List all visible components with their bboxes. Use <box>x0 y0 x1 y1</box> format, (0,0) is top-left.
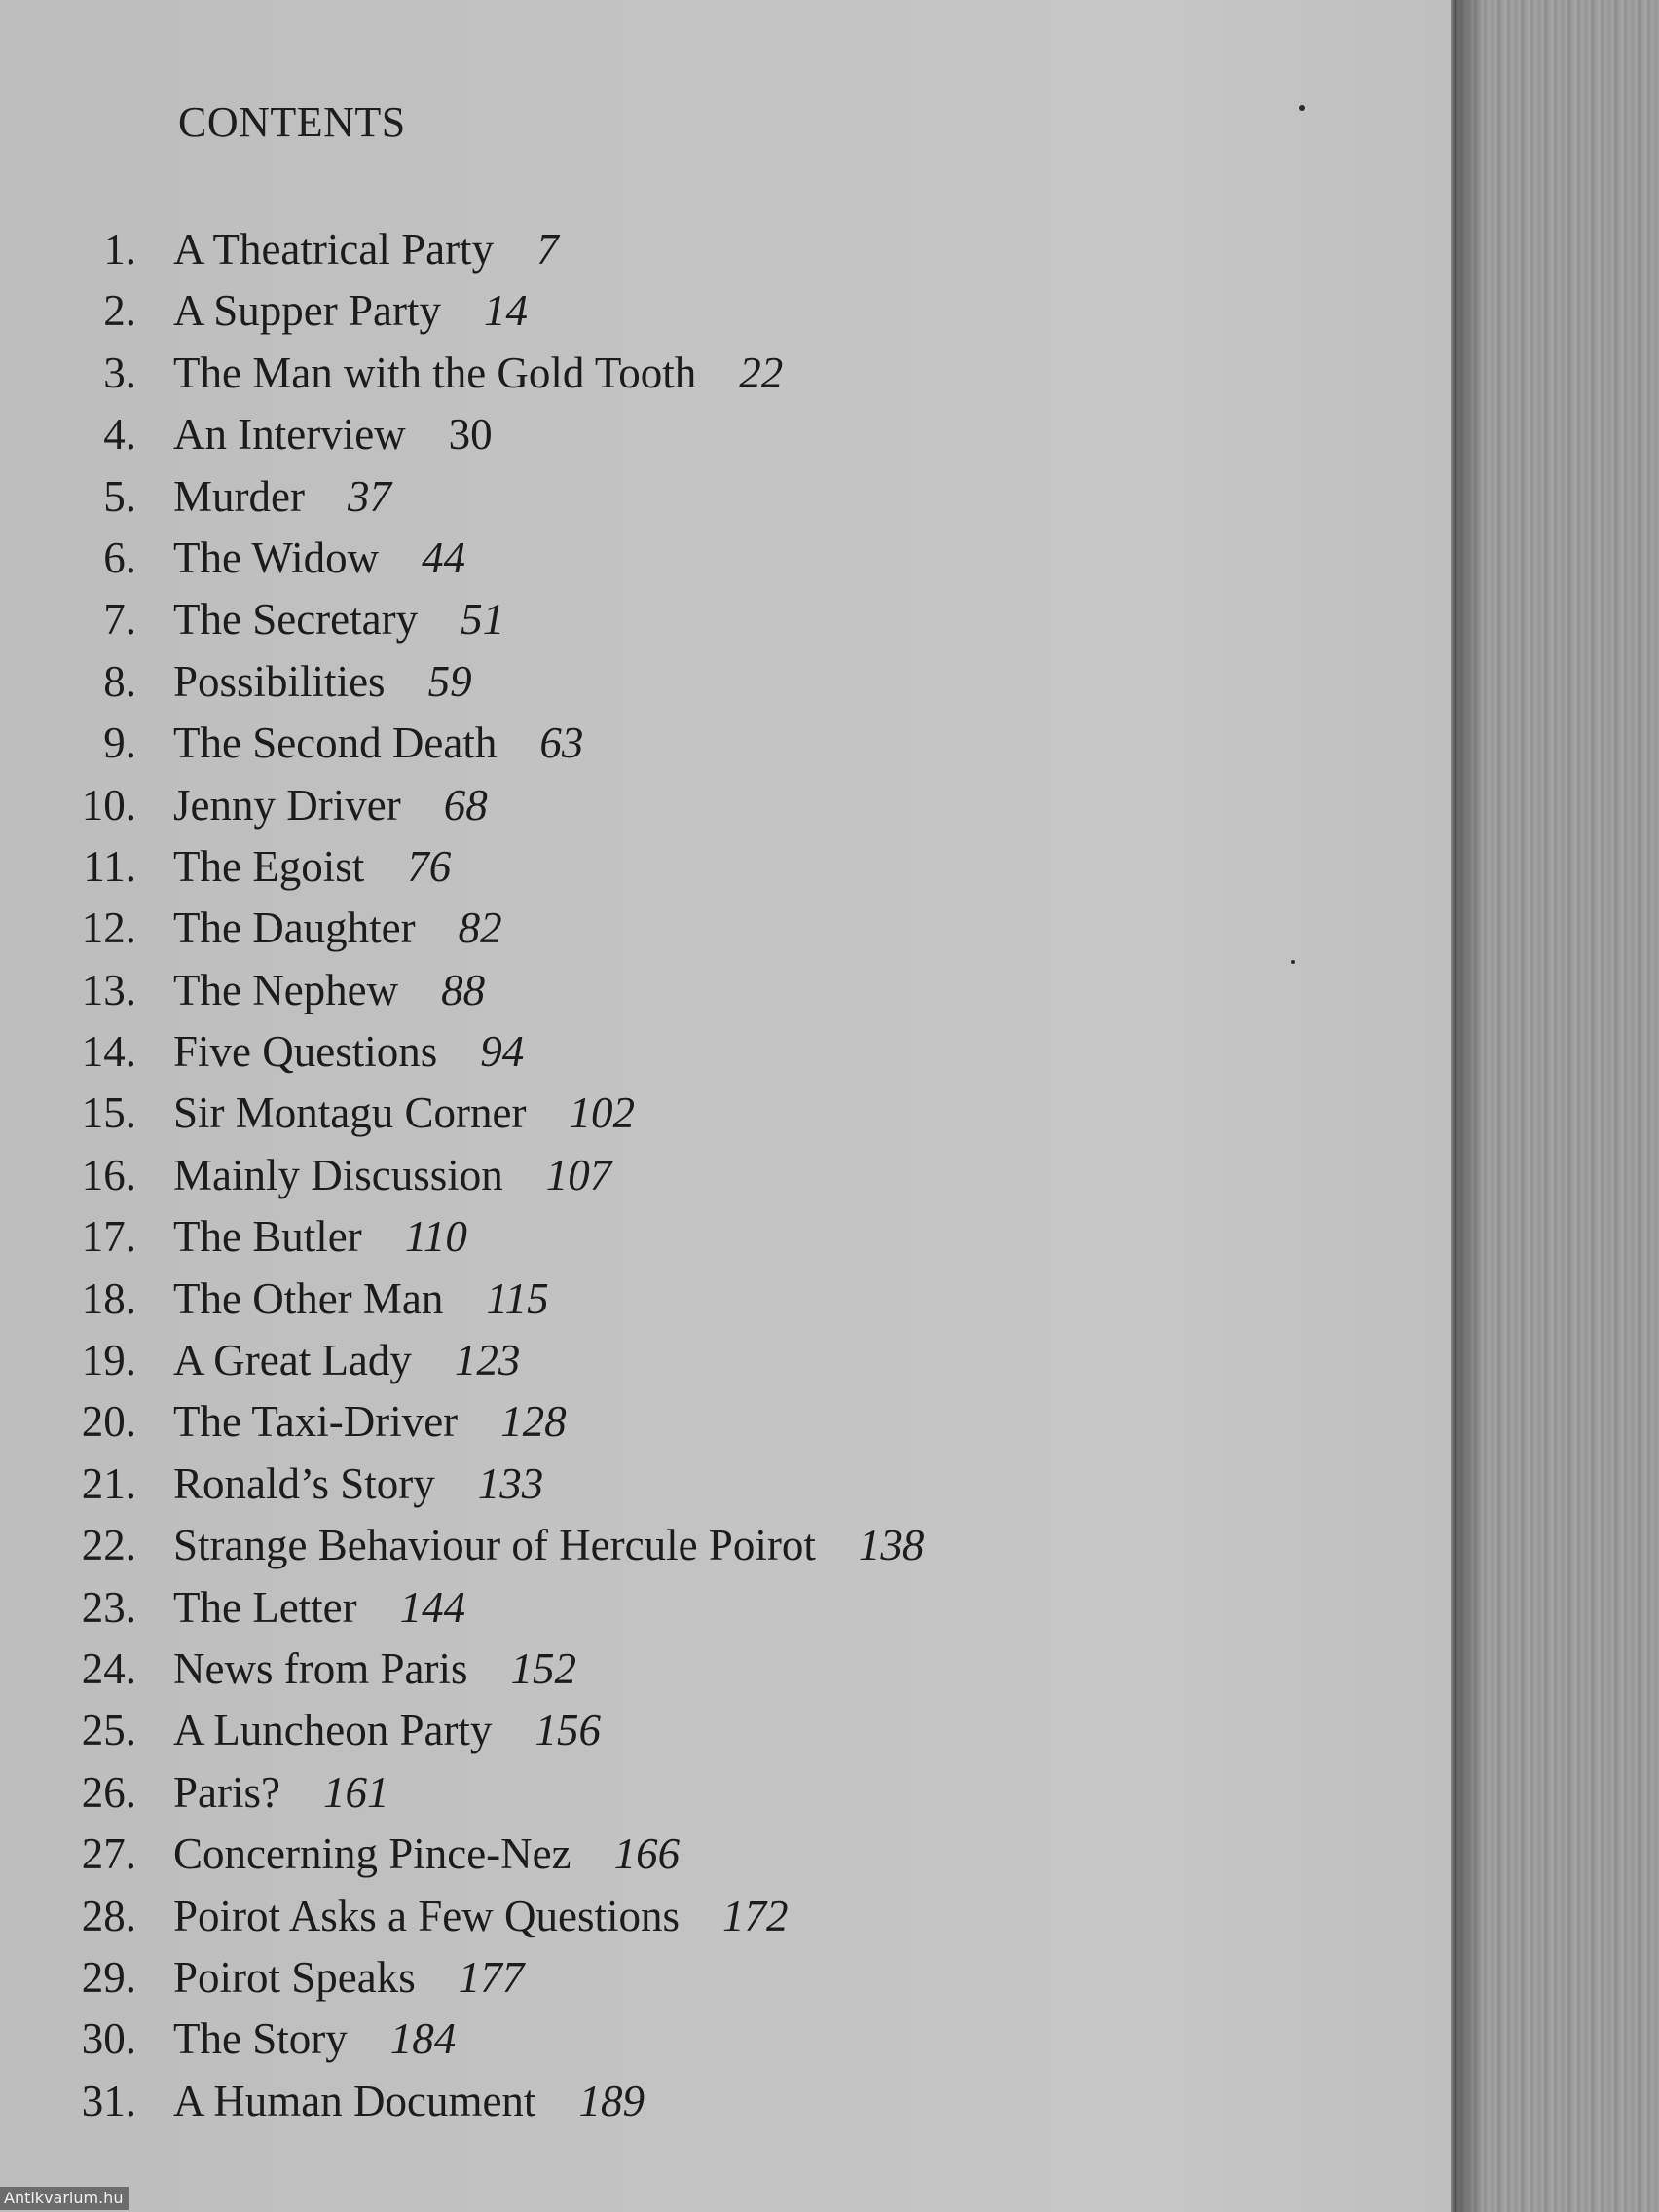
chapter-title: Concerning Pince-Nez <box>173 1829 571 1879</box>
toc-entry <box>39 1643 924 1705</box>
chapter-title: Jenny Driver <box>173 780 401 830</box>
page-number: 102 <box>569 1088 635 1138</box>
page-number: 161 <box>322 1767 389 1817</box>
toc-entry <box>39 285 924 347</box>
toc-entry <box>39 841 924 903</box>
chapter-title: Five Questions <box>173 1027 438 1077</box>
page-number: 172 <box>722 1891 789 1940</box>
chapter-number: 16. <box>81 1150 136 1199</box>
chapter-title: Poirot Asks a Few Questions <box>173 1891 681 1940</box>
chapter-title: Strange Behaviour of Hercule Poirot <box>173 1521 816 1570</box>
chapter-number: 2. <box>103 286 136 336</box>
toc-entry <box>39 224 924 285</box>
chapter-number: 12. <box>81 903 136 953</box>
chapter-number: 30. <box>81 2014 136 2064</box>
chapter-number: 17. <box>81 1212 136 1262</box>
page-number: 14 <box>484 286 528 336</box>
page-number: 152 <box>510 1643 576 1693</box>
toc-entry <box>39 1273 924 1335</box>
toc-entry <box>39 1952 924 2013</box>
page-number: 184 <box>389 2014 457 2064</box>
chapter-title: Sir Montagu Corner <box>173 1088 527 1138</box>
chapter-number: 10. <box>81 780 136 830</box>
page-number: 107 <box>545 1150 612 1199</box>
chapter-number: 9. <box>103 719 136 768</box>
page-number: 166 <box>613 1829 681 1879</box>
toc-entry <box>39 1088 924 1149</box>
chapter-number: 20. <box>81 1397 136 1447</box>
page-number: 30 <box>448 410 493 460</box>
chapter-title: Mainly Discussion <box>173 1150 503 1199</box>
chapter-number: 26. <box>81 1767 136 1817</box>
toc-entry <box>39 1828 924 1890</box>
toc-entry <box>39 1335 924 1396</box>
chapter-number: 1. <box>103 225 136 274</box>
toc-entry <box>39 1211 924 1272</box>
page-number: 68 <box>443 780 488 830</box>
chapter-title: Poirot Speaks <box>173 1952 416 2002</box>
toc-entry <box>39 656 924 718</box>
toc-entry <box>39 1026 924 1088</box>
page-number: 51 <box>461 595 505 645</box>
page-edge-shadow <box>1456 0 1486 2212</box>
chapter-number: 14. <box>81 1027 136 1077</box>
toc-entry <box>39 594 924 655</box>
toc-entry <box>39 903 924 964</box>
chapter-number: 18. <box>81 1273 136 1323</box>
chapter-title: The Nephew <box>173 965 399 1014</box>
page-number: 133 <box>477 1458 544 1508</box>
toc-entry <box>39 1150 924 1211</box>
chapter-title: Ronald’s Story <box>173 1458 435 1508</box>
page-number: 177 <box>458 1952 525 2002</box>
chapter-number: 31. <box>81 2076 136 2125</box>
chapter-title: The Taxi-Driver <box>173 1397 459 1447</box>
page-number: 44 <box>422 533 466 582</box>
chapter-number: 3. <box>103 348 136 397</box>
toc-entry <box>39 1458 924 1520</box>
chapter-title: The Second Death <box>173 719 498 768</box>
toc-entry <box>39 965 924 1026</box>
chapter-title: Paris? <box>173 1767 280 1817</box>
toc-entry <box>39 780 924 841</box>
contents-heading: CONTENTS <box>178 98 406 146</box>
ink-speck <box>1291 960 1295 964</box>
page-number: 189 <box>578 2076 645 2125</box>
page-number: 156 <box>535 1706 601 1755</box>
chapter-number: 4. <box>103 410 136 460</box>
toc-entry <box>39 1767 924 1828</box>
page-number: 63 <box>539 719 584 768</box>
toc-entry <box>39 1891 924 1952</box>
chapter-title: A Human Document <box>173 2076 536 2125</box>
chapter-title: Murder <box>173 471 305 521</box>
chapter-number: 29. <box>81 1952 136 2002</box>
chapter-title: A Supper Party <box>173 286 441 336</box>
page-number: 22 <box>739 348 784 397</box>
page-number: 110 <box>404 1212 467 1262</box>
chapter-number: 23. <box>81 1582 136 1632</box>
watermark-label: Antikvarium.hu <box>0 2187 129 2210</box>
toc-entry <box>39 1582 924 1643</box>
chapter-number: 22. <box>81 1521 136 1570</box>
chapter-number: 24. <box>81 1643 136 1693</box>
page-number: 128 <box>500 1397 567 1447</box>
chapter-number: 28. <box>81 1891 136 1940</box>
chapter-number: 11. <box>83 841 136 891</box>
chapter-title: The Widow <box>173 533 380 582</box>
page-number: 115 <box>486 1273 549 1323</box>
page-number: 144 <box>399 1582 466 1632</box>
chapter-number: 7. <box>103 595 136 645</box>
toc-entry <box>39 1396 924 1457</box>
table-of-contents <box>39 224 924 2137</box>
chapter-title: The Man with the Gold Tooth <box>173 348 697 397</box>
chapter-number: 13. <box>81 965 136 1014</box>
chapter-title: The Egoist <box>173 841 365 891</box>
chapter-number: 6. <box>103 533 136 582</box>
page-number: 94 <box>480 1027 525 1077</box>
chapter-title: The Butler <box>173 1212 362 1262</box>
toc-entry <box>39 1705 924 1766</box>
page-number: 138 <box>858 1521 925 1570</box>
chapter-number: 25. <box>81 1706 136 1755</box>
page-number: 59 <box>427 656 472 706</box>
page-number: 123 <box>454 1336 521 1385</box>
page-number: 37 <box>347 471 391 521</box>
chapter-number: 21. <box>81 1458 136 1508</box>
chapter-title: Possibilities <box>173 656 386 706</box>
page-number: 88 <box>441 965 486 1014</box>
chapter-title: News from Paris <box>173 1643 468 1693</box>
chapter-title: The Story <box>173 2014 348 2064</box>
chapter-number: 27. <box>81 1829 136 1879</box>
toc-entry <box>39 1520 924 1581</box>
chapter-number: 19. <box>81 1336 136 1385</box>
chapter-title: The Daughter <box>173 903 416 953</box>
toc-entry <box>39 471 924 533</box>
page-number: 7 <box>536 225 559 274</box>
toc-entry <box>39 718 924 779</box>
chapter-title: An Interview <box>173 410 406 460</box>
chapter-title: A Luncheon Party <box>173 1706 493 1755</box>
chapter-title: A Great Lady <box>173 1336 412 1385</box>
chapter-title: The Secretary <box>173 595 419 645</box>
chapter-title: A Theatrical Party <box>173 225 495 274</box>
toc-entry <box>39 533 924 594</box>
chapter-title: The Letter <box>173 1582 357 1632</box>
page-edges <box>1456 0 1659 2212</box>
toc-entry <box>39 2013 924 2075</box>
ink-speck <box>1299 105 1305 111</box>
page-number: 76 <box>407 841 452 891</box>
chapter-title: The Other Man <box>173 1273 444 1323</box>
chapter-number: 8. <box>103 656 136 706</box>
toc-entry <box>39 348 924 409</box>
chapter-number: 15. <box>81 1088 136 1138</box>
page-number: 82 <box>458 903 502 953</box>
chapter-number: 5. <box>103 471 136 521</box>
toc-entry <box>39 2076 924 2137</box>
toc-entry <box>39 409 924 470</box>
